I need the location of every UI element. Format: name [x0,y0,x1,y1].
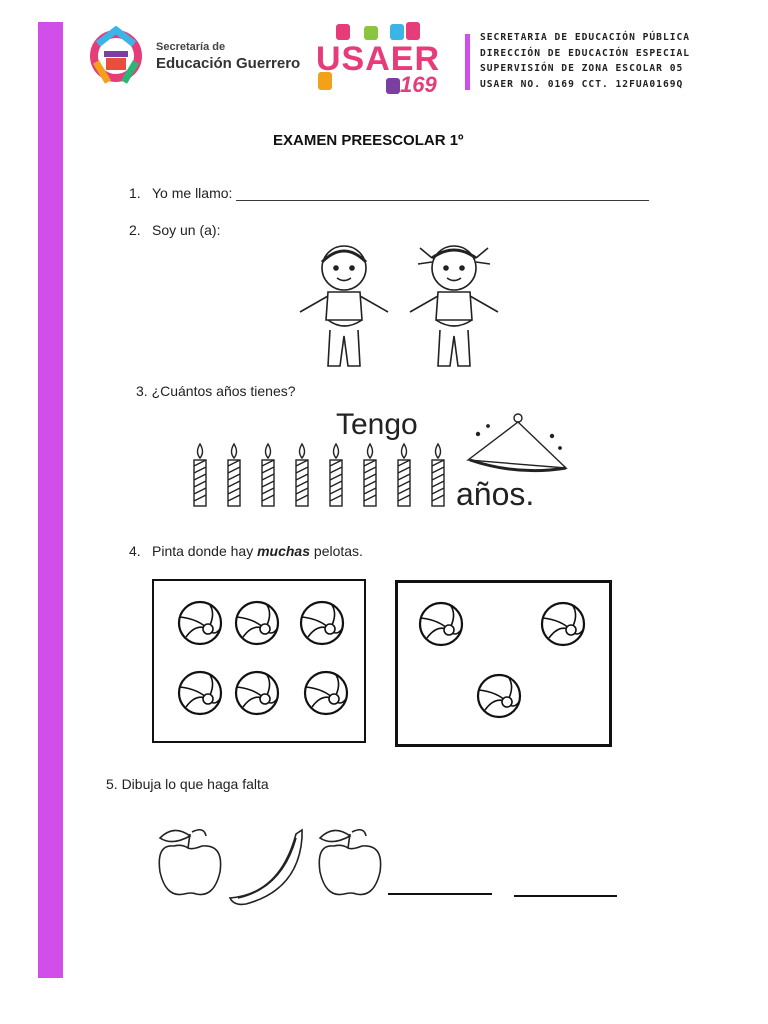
sidebar-accent-bar [38,22,63,978]
question-4-pre: Pinta donde hay [152,543,258,559]
candle-icon[interactable] [228,444,240,506]
question-1-text: Yo me llamo: _____________________________________________________ [152,185,649,201]
girl-icon [410,246,498,366]
ball-icon [236,602,278,644]
ball-icon [305,672,347,714]
question-4-emphasis: muchas [257,543,311,559]
candle-icon[interactable] [398,444,410,506]
candle-icon[interactable] [432,444,444,506]
page-title: EXAMEN PREESCOLAR 1º [273,132,464,149]
boy-icon [300,246,388,366]
ball-icon [301,602,343,644]
apple-icon [159,830,220,895]
ball-icon [420,603,462,645]
header-line-2: DIRECCIÓN DE EDUCACIÓN ESPECIAL [480,47,691,59]
ball-box-few[interactable] [395,580,612,747]
question-1-number: 1. [129,185,141,201]
usaer-logo [314,22,464,100]
usaer-text: USAER [316,40,441,78]
question-3-text: 3. ¿Cuántos años tienes? [136,383,296,399]
header-line-1: SECRETARIA DE EDUCACIÓN PÚBLICA [480,32,691,43]
ball-icon [478,675,520,717]
question-2-text: Soy un (a): [152,222,221,238]
ball-icon [542,603,584,645]
candle-icon[interactable] [296,444,308,506]
question-4-text [152,543,363,559]
question-5-text: 5. Dibuja lo que haga falta [106,776,269,792]
question-4-post: pelotas. [310,543,363,559]
ball-icon [179,602,221,644]
header-line-3: SUPERVISIÓN DE ZONA ESCOLAR 05 [480,63,684,74]
age-candles-illustration [188,404,590,516]
header-divider [465,34,470,90]
tengo-label: Tengo [336,408,418,441]
ball-icon [236,672,278,714]
logo-line-2: Educación Guerrero [156,55,301,72]
anos-label: años. [456,476,535,512]
candle-icon[interactable] [194,444,206,506]
question-2-number: 2. [129,222,141,238]
ball-icon [179,672,221,714]
ball-box-many[interactable] [152,579,366,743]
header-line-4: USAER NO. 0169 CCT. 12FUA0169Q [480,78,684,90]
question-4-number: 4. [129,543,141,559]
boy-girl-illustration [292,240,512,372]
party-hat-icon [468,414,566,471]
answer-blank-1[interactable] [388,893,492,895]
header-text-block [480,30,690,92]
candle-icon[interactable] [364,444,376,506]
usaer-number: 169 [400,72,437,97]
answer-blank-2[interactable] [514,895,617,897]
banana-icon [230,830,302,904]
educacion-guerrero-logo [84,24,304,88]
logo-line-1: Secretaría de [156,41,226,53]
apple-icon [319,830,380,895]
candle-icon[interactable] [330,444,342,506]
guerrero-emblem-icon [84,24,148,88]
candle-icon[interactable] [262,444,274,506]
